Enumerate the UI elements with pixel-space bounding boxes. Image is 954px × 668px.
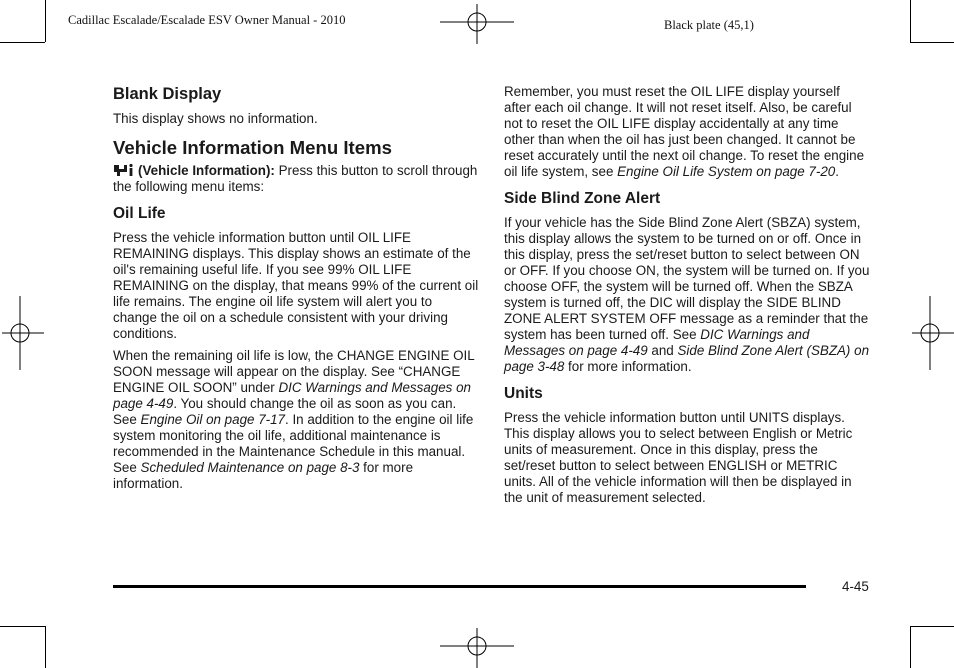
right-column [504, 84, 870, 512]
ref-on-page: on page [206, 412, 255, 427]
registration-mark-bottom [440, 628, 514, 668]
cross-reference-scheduled-maintenance[interactable] [141, 460, 360, 475]
left-column [113, 84, 479, 498]
crop-mark [910, 626, 911, 668]
ref-title: Side Blind Zone Alert (SBZA) [677, 343, 855, 358]
ref-page: 4-49 [142, 396, 174, 411]
text-run: Remember, you must reset the OIL LIFE display yourself after each oil change. It will not reset itself. Also, be careful not to reset the OIL LIFE display accidentally at any time other than when the oil has just been changed. It cannot be reset accurately until the next oil change. To reset the engine oil life system, see [504, 84, 865, 179]
vehicle-information-icon [113, 163, 135, 177]
ref-page: 7-17 [254, 412, 285, 427]
cross-reference-engine-oil[interactable] [141, 412, 285, 427]
page-number: 4-45 [842, 579, 869, 594]
registration-mark-left [2, 296, 44, 370]
ref-page: 3-48 [533, 359, 565, 374]
ref-title: Scheduled Maintenance [140, 460, 288, 475]
crop-mark [0, 626, 45, 627]
blank-display-text: This display shows no information. [113, 111, 318, 126]
plate-label: Black plate (45,1) [664, 18, 754, 32]
heading-vehicle-information-menu: Vehicle Information Menu Items [113, 137, 392, 158]
text-run: . In addition to the engine oil life system monitoring the oil life, additional maintenance is recommended in the Maintenance Schedule in this manual. See [113, 412, 474, 475]
text-run: and [647, 343, 678, 358]
heading-units: Units [504, 385, 543, 402]
text-run: When the remaining oil life is low, the CHANGE ENGINE OIL SOON message will appear on the display. See “CHANGE ENGINE OIL SOON” under [113, 348, 475, 395]
document-title: Cadillac Escalade/Escalade ESV Owner Manual - 2010 [68, 13, 346, 27]
heading-side-blind-zone-alert: Side Blind Zone Alert [504, 190, 661, 207]
reset-paragraph [504, 84, 870, 180]
footer-rule [113, 585, 806, 588]
crop-mark [910, 0, 911, 42]
crop-mark [0, 42, 45, 43]
ref-title: DIC Warnings and Messages [278, 380, 457, 395]
cross-reference-engine-oil-life-system[interactable]: Engine Oil Life System on page 7-20 [617, 164, 836, 179]
crop-mark [45, 0, 46, 42]
crop-mark [910, 626, 954, 627]
text-run: . [835, 164, 839, 179]
crop-mark [910, 42, 954, 43]
vehicle-info-intro [113, 163, 479, 195]
text-run: for more information. [564, 359, 692, 374]
vehicle-info-button-label: (Vehicle Information): [138, 163, 275, 178]
crop-mark [45, 626, 46, 668]
ref-on-page: on page 8-3 [287, 460, 360, 475]
registration-mark-top [440, 4, 514, 44]
vehicle-info-intro-text: Press this button to scroll through the following menu items: [113, 163, 478, 194]
oil-life-paragraph-1: Press the vehicle information button until OIL LIFE REMAINING displays. This display shows an estimate of the oil's remaining useful life. If you see 99% OIL LIFE REMAINING on the display, that means 99% of the current oil life remains. The engine oil life system will alert you to change the oil on a schedule consistent with your driving conditions. [113, 230, 479, 341]
ref-on-page: on page [568, 343, 618, 358]
registration-mark-right [912, 296, 954, 370]
ref-on-page: on page [504, 343, 870, 374]
heading-oil-life: Oil Life [113, 205, 166, 222]
oil-life-paragraph-2 [113, 348, 479, 492]
heading-blank-display: Blank Display [113, 85, 222, 103]
text-run: . You should change the oil as soon as you can. See [113, 396, 457, 427]
ref-title: DIC Warnings and Messages [504, 327, 810, 358]
ref-page: 4-49 [617, 343, 648, 358]
text-run: If your vehicle has the Side Blind Zone Alert (SBZA) system, this display allows the system to be turned on or off. Once in this display, press the set/reset button to select between ON or OFF. If you choose ON, the system will be turned on. If you choose OFF, the system will be turned off. When the SBZA system is turned off, the DIC will display the SIDE BLIND ZONE ALERT SYSTEM OFF message as a reminder that the system has been turned off. See [504, 215, 870, 342]
ref-on-page: on page [113, 380, 471, 411]
units-paragraph: Press the vehicle information button until UNITS displays. This display allows you to select between English or Metric units of measurement. Once in this display, press the set/reset button to select between ENGLISH or METRIC units. All of the vehicle information will then be displayed in the unit of measurement selected. [504, 410, 853, 505]
ref-title: Engine Oil [140, 412, 207, 427]
text-run: for more information. [113, 460, 414, 491]
sbza-paragraph [504, 215, 870, 375]
